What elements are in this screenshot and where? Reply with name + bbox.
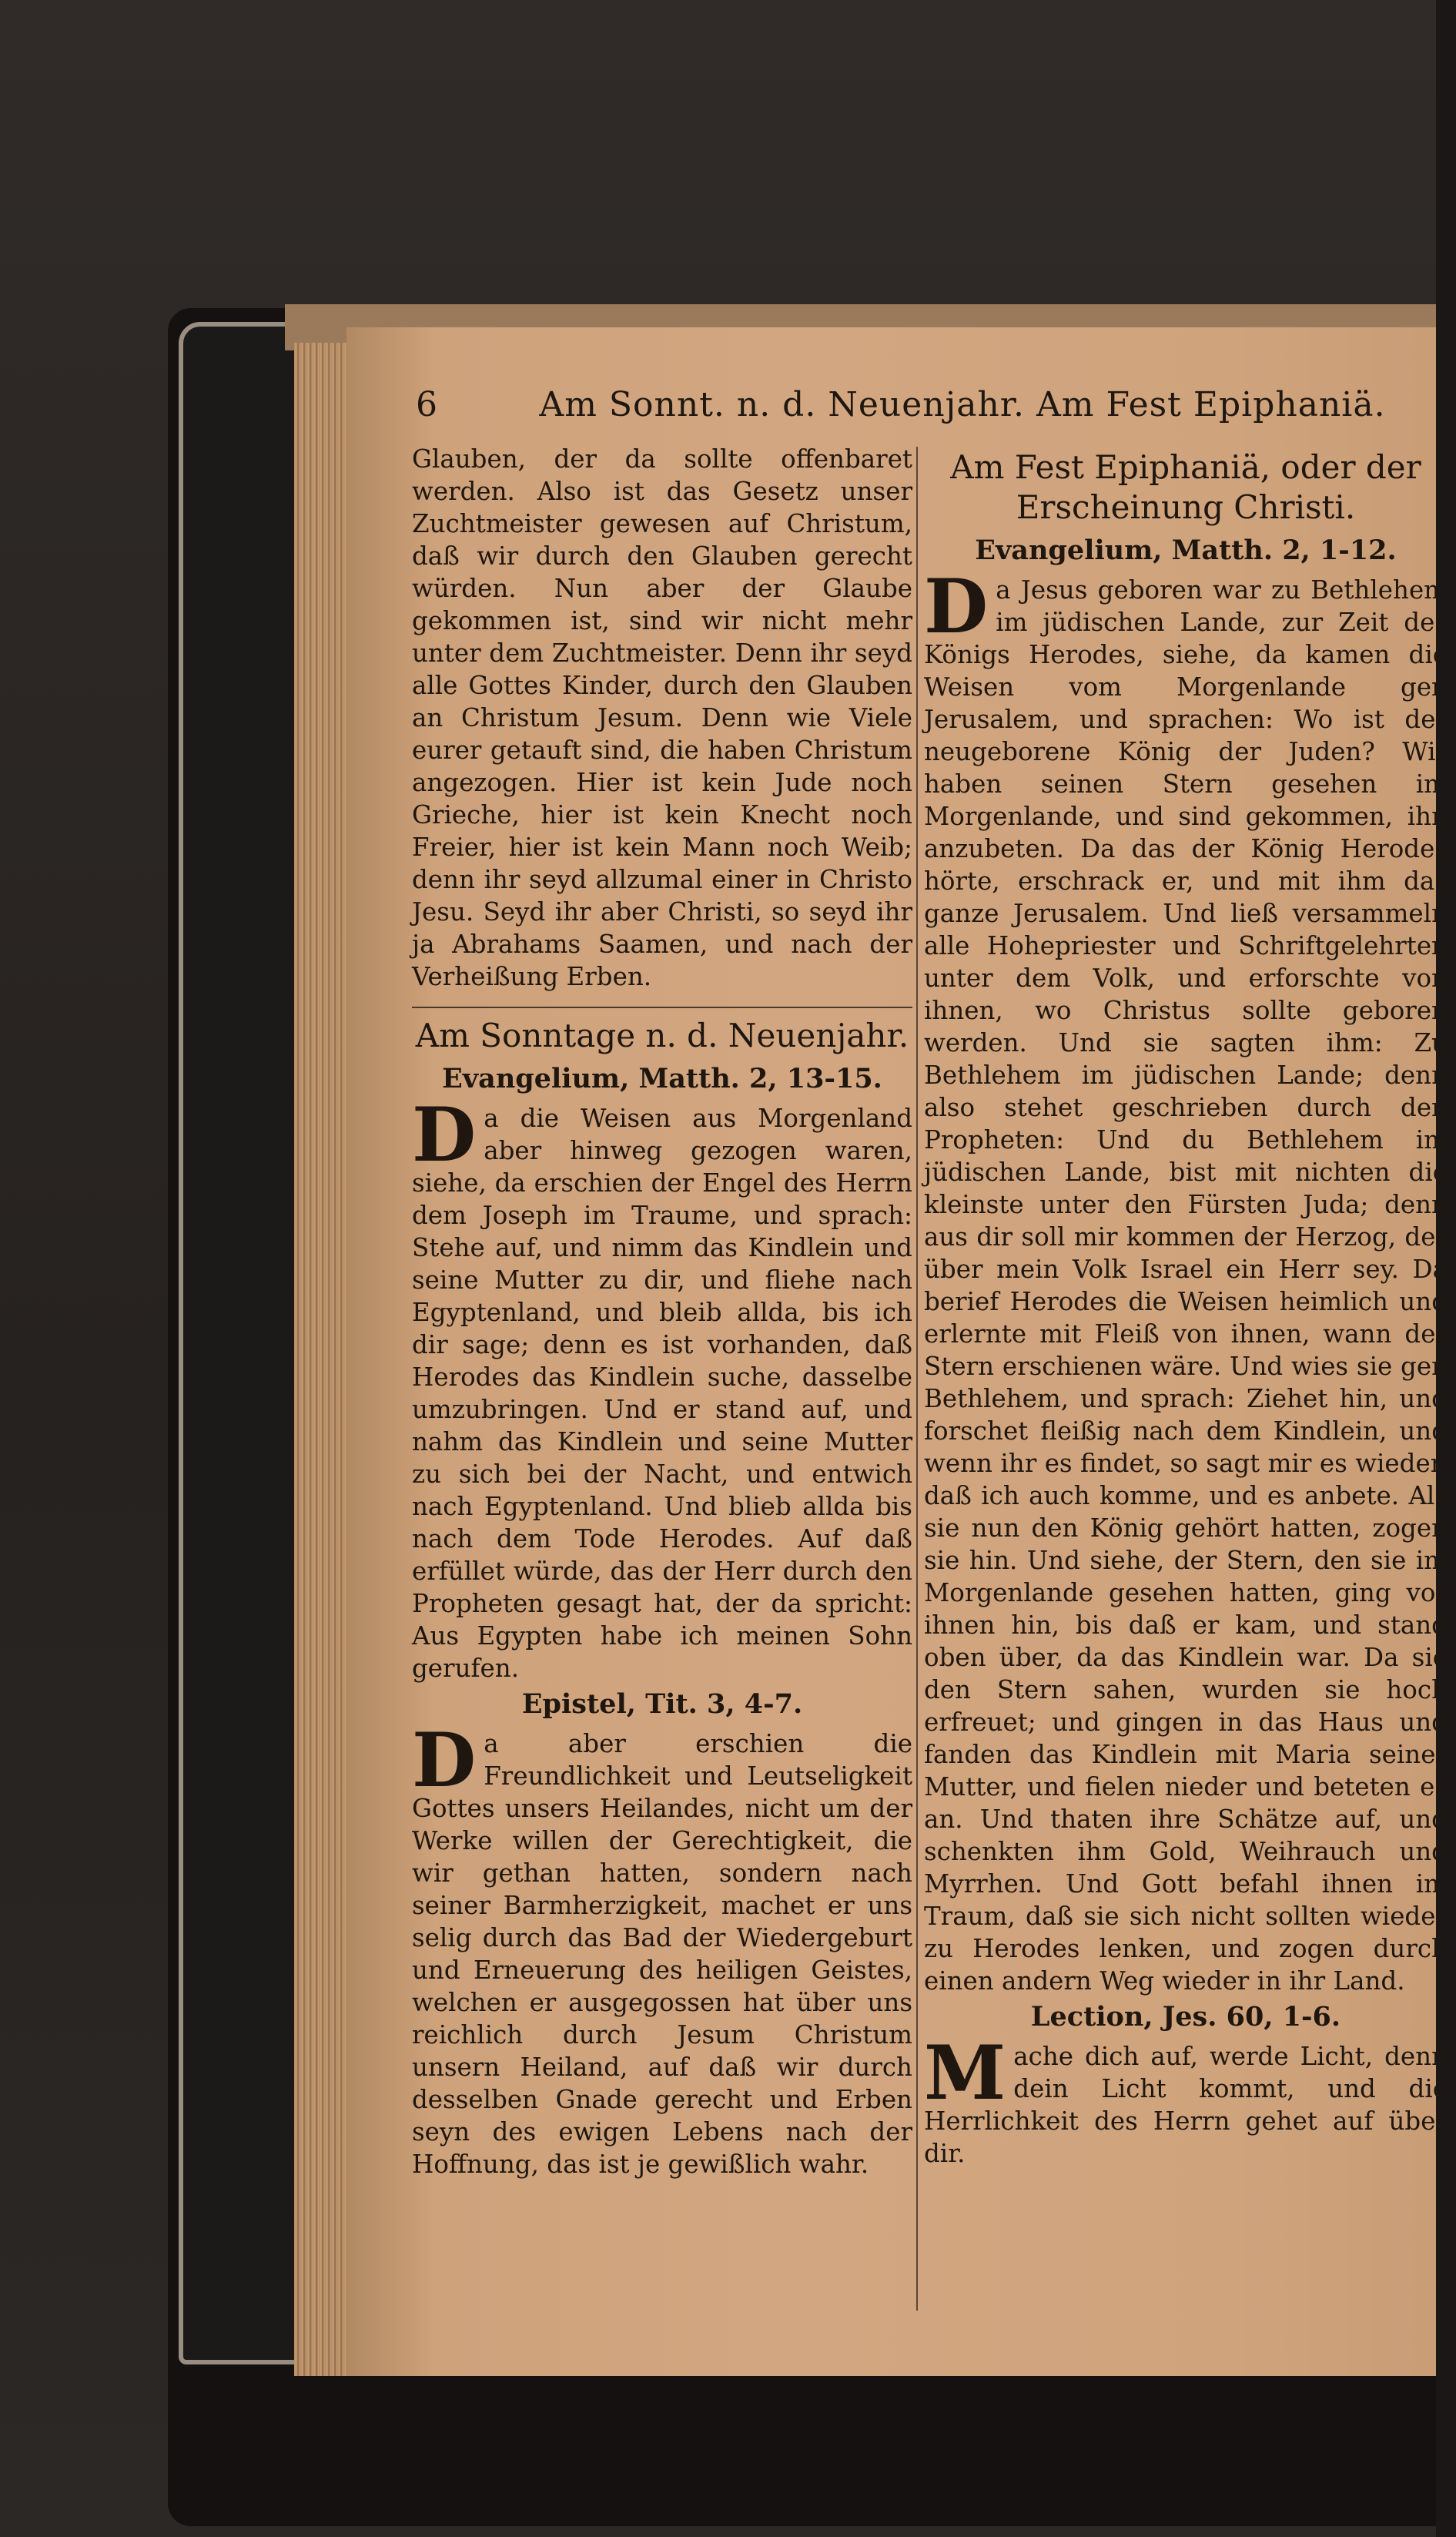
epistle-text: a aber erschien die Freundlichkeit und Leutseligkeit Gottes unsers Heilandes, nicht um der Werke willen der Gerechtigkeit, die wir gethan hatten, sondern nach seiner Barmherzigkeit, machet er uns selig durch das Bad der Wiedergeburt und Erneuerung des heiligen Geistes, welchen er ausgegossen hat über uns reichlich durch Jesum Christum unsern Heiland, auf daß wir durch desselben Gnade gerecht und Erben seyn des ewigen Lebens nach der Hoffnung, das ist je gewißlich wahr. xyxy=(412,1729,912,2179)
section-rule xyxy=(412,1007,912,1008)
section-title-epiphany: Am Fest Epiphaniä, oder der Erscheinung Christi. xyxy=(950,448,1421,526)
page-stack-edges xyxy=(294,343,352,2376)
lection-heading: Lection, Jes. 60, 1-6. xyxy=(1030,2001,1341,2033)
drop-cap: D xyxy=(412,1091,477,1178)
drop-cap: D xyxy=(924,563,989,650)
right-column xyxy=(924,443,1448,2307)
running-title: Am Sonnt. n. d. Neuenjahr. Am Fest Epiphaniä. xyxy=(539,385,1386,424)
book-cover xyxy=(179,322,311,2364)
gospel-text: a die Weisen aus Morgenland aber hinweg gezogen waren, siehe, da erschien der Engel des Herrn dem Joseph im Traume, und sprach: Stehe auf, und nimm das Kindlein und seine Mutter zu dir, und fliehe nach Egyptenland, und bleib allda, bis ich dir sage; denn es ist vorhanden, daß Herodes das Kindlein suche, dasselbe umzubringen. Und er stand auf, und nahm das Kindlein und seine Mutter zu sich bei der Nacht, und entwich nach Egyptenland. Und blieb allda bis nach dem Tode Herodes. Auf daß erfüllet würde, das der Herr durch den Propheten gesagt hat, der da spricht: Aus Egypten habe ich meinen Sohn gerufen. xyxy=(412,1104,912,1683)
gospel-heading: Evangelium, Matth. 2, 13-15. xyxy=(442,1063,882,1094)
gospel-paragraph xyxy=(924,563,1448,1997)
epistle-paragraph xyxy=(412,1717,912,2180)
drop-cap: D xyxy=(412,1717,477,1804)
gospel-paragraph xyxy=(412,1091,912,1684)
column-divider xyxy=(916,447,918,2311)
section-title-sunday: Am Sonntage n. d. Neuenjahr. xyxy=(415,1017,909,1054)
gospel-text: a Jesus geboren war zu Bethlehem im jüdischen Lande, zur Zeit des Königs Herodes, siehe, da kamen die Weisen vom Morgenlande gen Jerusalem, und sprachen: Wo ist der neugeborene König der Juden? Wir haben seinen Stern gesehen im Morgenlande, und sind gekommen, ihn anzubeten. Da das der König Herodes hörte, erschrack er, und mit ihm das ganze Jerusalem. Und ließ versammeln alle Hohepriester und Schriftgelehrten unter dem Volk, und erforschte von ihnen, wo Christus sollte geboren werden. Und sie sagten ihm: Zu Bethlehem im jüdischen Lande; denn also stehet geschrieben durch den Propheten: Und du Bethlehem im jüdischen Lande, bist mit nichten die kleinste unter den Fürsten Juda; denn aus dir soll mir kommen der Herzog, der über mein Volk Israel ein Herr sey. Da berief Herodes die Weisen heimlich und erlernte mit Fleiß von ihnen, wann der Stern erschienen wäre. Und wies sie gen Bethlehem, und sprach: Ziehet hin, und forschet fleißig nach dem Kindlein, und wenn ihr es findet, so sagt mir es wieder, daß ich auch komme, und es anbete. Als sie nun den König gehört hatten, zogen sie hin. Und siehe, der Stern, den sie im Morgenlande gesehen hatten, ging vor ihnen hin, bis daß er kam, und stand oben über, da das Kindlein war. Da sie den Stern sahen, wurden sie hoch erfreuet; und gingen in das Haus und fanden das Kindlein mit Maria seiner Mutter, und fielen nieder und beteten es an. Und thaten ihre Schätze auf, und schenkten ihm Gold, Weihrauch und Myrrhen. Und Gott befahl ihnen im Traum, daß sie sich nicht sollten wieder zu Herodes lenken, und zogen durch einen andern Weg wieder in ihr Land. xyxy=(924,575,1448,1996)
lection-text: ache dich auf, werde Licht, denn dein Licht kommt, und die Herrlichkeit des Herrn gehet auf über dir. xyxy=(924,2042,1448,2168)
drop-cap: M xyxy=(924,2029,1006,2116)
running-header xyxy=(416,385,1424,439)
gospel-heading: Evangelium, Matth. 2, 1-12. xyxy=(975,535,1397,566)
page-number: 6 xyxy=(416,385,438,424)
lection-paragraph xyxy=(924,2029,1448,2170)
left-column xyxy=(412,443,912,2307)
epistle-continuation: Glauben, der da sollte offenbaret werden. Also ist das Gesetz unser Zuchtmeister gewesen auf Christum, daß wir durch den Glauben gerecht würden. Nun aber der Glaube gekommen ist, sind wir nicht mehr unter dem Zuchtmeister. Denn ihr seyd alle Gottes Kinder, durch den Glauben an Christum Jesum. Denn wie Viele eurer getauft sind, die haben Christum angezogen. Hier ist kein Jude noch Grieche, hier ist kein Knecht noch Freier, hier ist kein Mann noch Weib; denn ihr seyd allzumal einer in Christo Jesu. Seyd ihr aber Christi, so seyd ihr ja Abrahams Saamen, und nach der Verheißung Erben. xyxy=(412,444,912,991)
epistle-heading: Epistel, Tit. 3, 4-7. xyxy=(521,1688,803,1720)
